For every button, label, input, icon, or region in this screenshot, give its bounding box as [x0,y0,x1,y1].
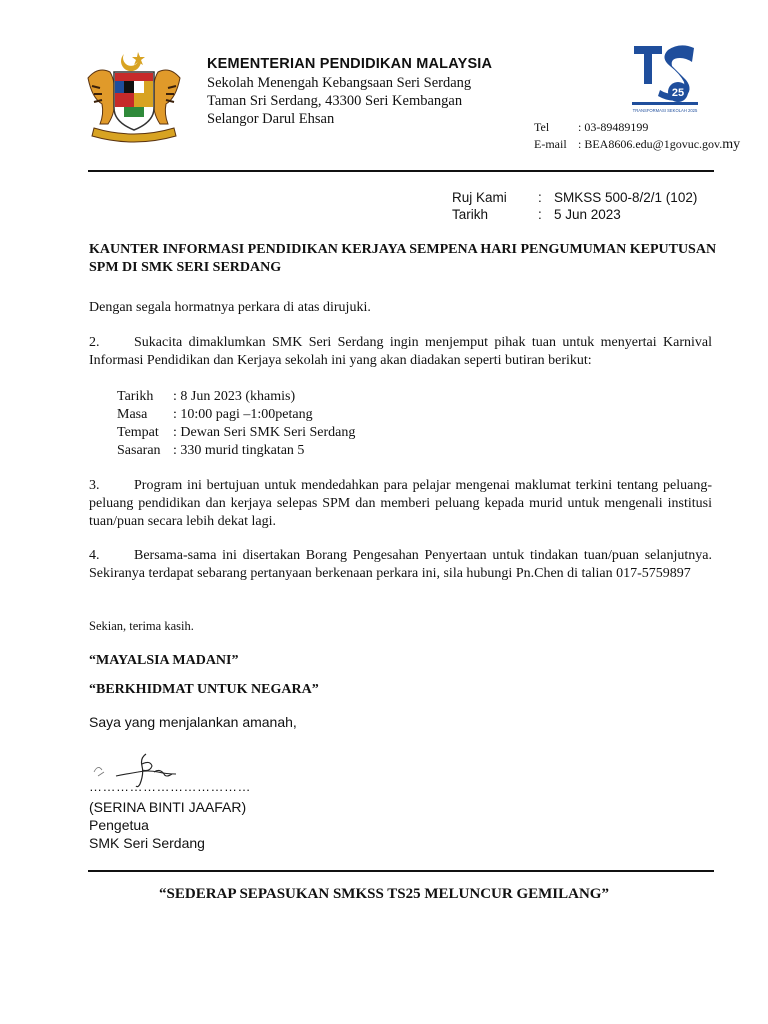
paragraph-text: Sukacita dimaklumkan SMK Seri Serdang ingin menjemput pihak tuan untuk menyertai Karnival Informasi Pendidikan dan Kerjaya sekolah ini yang akan diadakan seperti butiran berikut: [89,335,712,368]
detail-row [117,424,355,442]
address-line-1: Taman Sri Serdang, 43300 Seri Kembangan [207,93,463,109]
paragraph-number: 3. [89,478,100,493]
detail-row [117,388,355,406]
paragraph-2 [89,334,712,370]
greeting: Dengan segala hormatnya perkara di atas dirujuki. [89,300,371,315]
detail-label: Tarikh [117,389,154,404]
letter-date [452,207,621,222]
detail-value: : 8 Jun 2023 (khamis) [173,389,296,404]
slogan-berkhidmat: “BERKHIDMAT UNTUK NEGARA” [89,682,319,697]
telephone [534,120,648,135]
paragraph-text: Bersama-sama ini disertakan Borang Pengesahan Penyertaan untuk tindakan tuan/puan selanjutnya. Sekiranya terdapat sebarang pertanyaan berkenaan perkara ini, sila hubungi Pn.Chen di talian 017-5759897 [89,548,712,581]
detail-value: : Dewan Seri SMK Seri Serdang [173,425,356,440]
detail-row [117,442,355,460]
date-label: Tarikh [452,207,489,222]
paragraph-3 [89,477,712,531]
letter-subject: KAUNTER INFORMASI PENDIDIKAN KERJAYA SEMPENA HARI PENGUMUMAN KEPUTUSAN SPM DI SMK SERI SERDANG [89,242,717,275]
paragraph-4 [89,547,712,583]
reference-value: SMKSS 500-8/2/1 (102) [554,190,698,205]
detail-label: Sasaran [117,443,161,458]
detail-label: Tempat [117,425,159,440]
signatory-name: (SERINA BINTI JAAFAR) [89,799,247,815]
ts25-logo-number: 25 [671,87,685,99]
signatory-position: Pengetua [89,817,149,833]
school-name: Sekolah Menengah Kebangsaan Seri Serdang [207,75,472,91]
detail-value: : 10:00 pagi –1:00petang [173,407,313,422]
email [534,137,740,153]
reference-label: Ruj Kami [452,190,507,205]
detail-label: Masa [117,407,148,422]
closing-line: Sekian, terima kasih. [89,619,194,633]
telephone-label: Tel [534,120,550,134]
email-value: : BEA8606.edu@1govuc.gov. [578,137,723,151]
footer-motto: “SEDERAP SEPASUKAN SMKSS TS25 MELUNCUR GEMILANG” [159,886,609,902]
ts25-logo-caption: TRANSFORMASI SEKOLAH 2025 [632,108,698,113]
paragraph-text: Program ini bertujuan untuk mendedahkan para pelajar mengenai maklumat terkini tentang peluang-peluang pendidikan dan kerjaya selepas SPM dan memberi peluang kepada murid untuk mengenali institusi tuan/puan secara lebih dekat lagi. [89,478,712,529]
paragraph-number: 4. [89,548,100,563]
date-colon: : [538,207,542,222]
malaysia-coat-of-arms-icon [80,48,188,144]
header-divider [88,170,714,172]
telephone-value: : 03-89489199 [578,120,649,134]
detail-value: : 330 murid tingkatan 5 [173,443,305,458]
reference-colon: : [538,190,542,205]
email-tld: my [722,137,741,152]
slogan-madani: “MAYALSIA MADANI” [89,653,239,668]
trust-line: Saya yang menjalankan amanah, [89,714,297,730]
detail-row [117,406,355,424]
address-line-2: Selangor Darul Ehsan [207,111,335,127]
paragraph-number: 2. [89,335,100,350]
footer-divider [88,870,714,872]
date-value: 5 Jun 2023 [554,207,621,222]
ts25-logo-icon [628,42,702,116]
event-details [117,388,355,460]
reference-number [452,190,697,205]
email-label: E-mail [534,137,567,151]
signatory-school: SMK Seri Serdang [89,835,205,851]
signature-line: ……………………………… [89,779,251,794]
ministry-name: KEMENTERIAN PENDIDIKAN MALAYSIA [207,56,493,72]
